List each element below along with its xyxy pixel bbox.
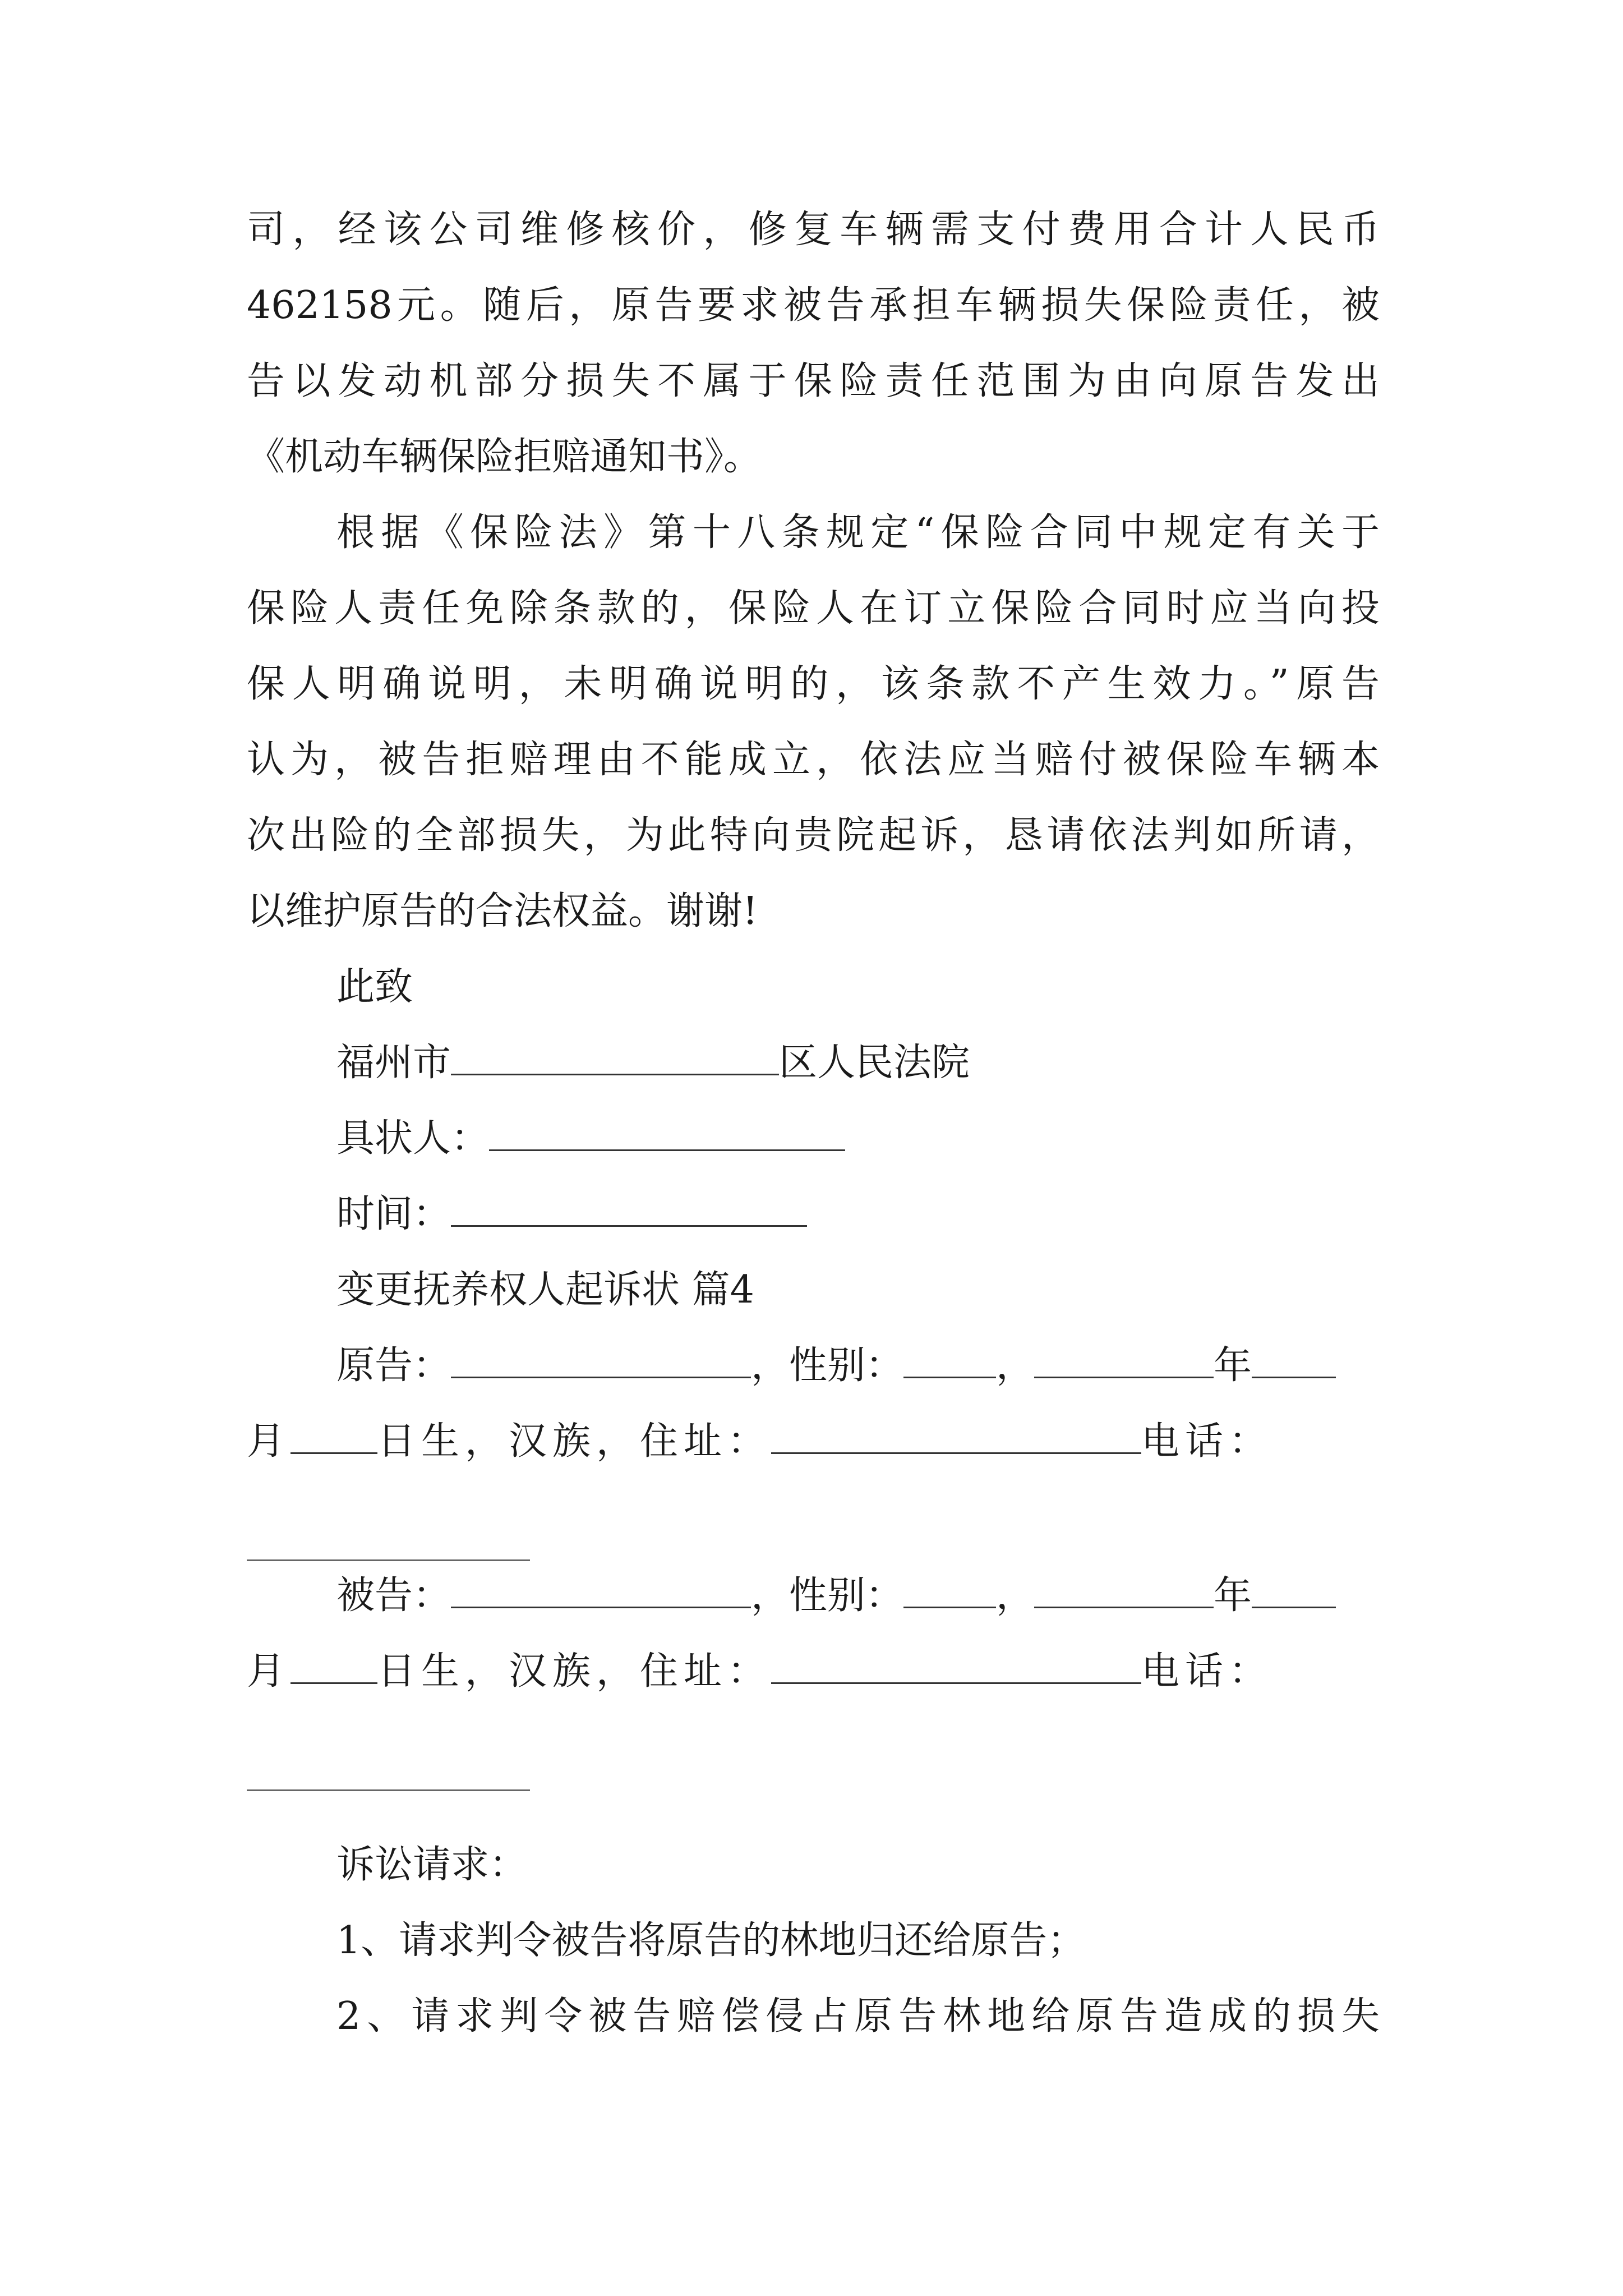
body-line: 《机动车辆保险拒赔通知书》。 xyxy=(247,435,762,479)
plaintiff-address-blank xyxy=(771,1423,1141,1454)
plaintiff-line-2 xyxy=(247,1405,1380,1478)
defendant-label: 被告： xyxy=(336,1573,451,1618)
defendant-month-blank xyxy=(1252,1577,1336,1608)
section-title: 变更抚养权人起诉状 篇4 xyxy=(336,1268,754,1312)
court-line xyxy=(336,1027,1380,1099)
body-line: 司，经该公司维修核价，修复车辆需支付费用合计人民币 xyxy=(247,208,1380,252)
defendant-line-1 xyxy=(336,1559,1380,1632)
defendant-gender-label: ，性别： xyxy=(751,1573,904,1618)
court-suffix: 区人民法院 xyxy=(779,1041,970,1085)
plaintiff-line-1 xyxy=(336,1329,1380,1402)
plaintiff-gender-blank xyxy=(903,1347,996,1378)
court-blank xyxy=(451,1045,779,1075)
body-line: 告以发动机部分损失不属于保险责任范围为由向原告发出 xyxy=(247,359,1380,403)
defendant-born-label: 日生，汉族，住址： xyxy=(377,1649,772,1694)
defendant-address-blank xyxy=(771,1653,1141,1684)
defendant-year-label: 年 xyxy=(1214,1573,1252,1618)
plaintiff-born-label: 日生，汉族，住址： xyxy=(377,1419,772,1464)
plaintiff-year-label: 年 xyxy=(1214,1343,1252,1388)
plaintiff-gender-label: ，性别： xyxy=(751,1343,904,1388)
defendant-phone-blank xyxy=(247,1789,530,1791)
defendant-year-blank xyxy=(1034,1577,1214,1608)
body-line: 次出险的全部损失，为此特向贵院起诉，恳请依法判如所请， xyxy=(247,813,1380,858)
petitioner-label: 具状人： xyxy=(336,1116,490,1161)
body-line: 认为，被告拒赔理由不能成立，依法应当赔付被保险车辆本 xyxy=(247,738,1380,782)
defendant-gender-blank xyxy=(903,1577,996,1608)
court-prefix: 福州市 xyxy=(336,1041,451,1085)
plaintiff-phone-label: 电话： xyxy=(1141,1419,1273,1464)
defendant-phone-label: 电话： xyxy=(1141,1649,1273,1694)
plaintiff-month-blank xyxy=(1252,1347,1336,1378)
time-line xyxy=(336,1178,1380,1251)
body-line: 以维护原告的合法权益。谢谢! xyxy=(247,889,758,933)
petitioner-line xyxy=(336,1102,1380,1175)
body-line: 保险人责任免除条款的，保险人在订立保险合同时应当向投 xyxy=(247,586,1380,631)
plaintiff-comma: ， xyxy=(996,1343,1035,1388)
defendant-comma: ， xyxy=(996,1573,1035,1618)
defendant-name-blank xyxy=(451,1577,751,1608)
body-line: 保人明确说明，未明确说明的，该条款不产生效力。”原告 xyxy=(247,662,1380,706)
defendant-line-2 xyxy=(247,1635,1380,1708)
plaintiff-day-blank xyxy=(291,1423,377,1454)
claims-title: 诉讼请求： xyxy=(336,1843,528,1887)
claim-item: 1、请求判令被告将原告的林地归还给原告； xyxy=(336,1918,1086,1963)
claim-item: 2、请求判令被告赔偿侵占原告林地给原告造成的损失 xyxy=(336,1994,1380,2039)
body-line: 462158元。随后，原告要求被告承担车辆损失保险责任，被 xyxy=(247,283,1380,328)
defendant-month-label: 月 xyxy=(247,1649,291,1694)
plaintiff-name-blank xyxy=(451,1347,751,1378)
plaintiff-label: 原告： xyxy=(336,1343,451,1388)
time-label: 时间： xyxy=(336,1192,451,1236)
time-blank xyxy=(451,1196,807,1227)
salutation: 此致 xyxy=(336,965,413,1009)
plaintiff-month-label: 月 xyxy=(247,1419,291,1464)
plaintiff-year-blank xyxy=(1034,1347,1214,1378)
body-line: 根据《保险法》第十八条规定“保险合同中规定有关于 xyxy=(336,510,1380,555)
petitioner-blank xyxy=(489,1120,845,1151)
defendant-day-blank xyxy=(291,1653,377,1684)
